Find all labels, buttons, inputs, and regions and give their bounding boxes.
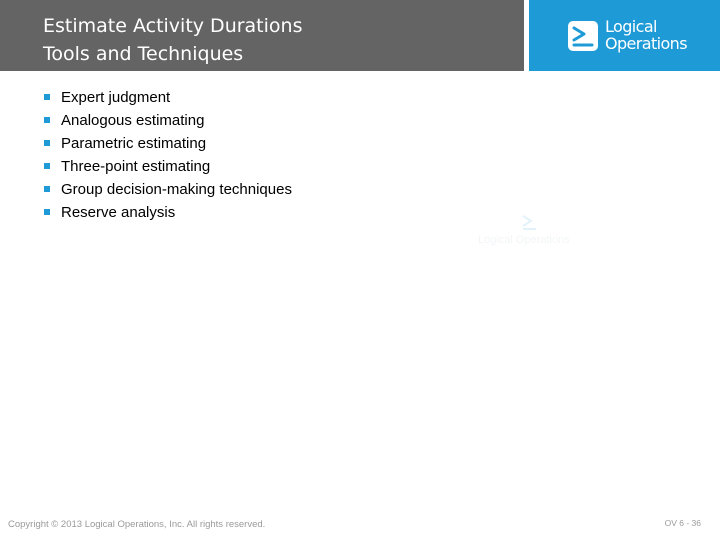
footer-page-number: OV 6 - 36 xyxy=(664,518,701,528)
square-bullet-icon xyxy=(44,140,50,146)
bullet-text: Parametric estimating xyxy=(61,135,207,152)
logo-line-1: Logical xyxy=(605,17,657,36)
square-bullet-icon xyxy=(44,94,50,100)
logo-wordmark xyxy=(605,18,687,52)
bullet-item xyxy=(43,202,292,225)
bullet-item xyxy=(43,110,292,133)
square-bullet-icon xyxy=(44,117,50,123)
watermark-text: Logical Operations xyxy=(478,234,570,246)
logo-line-2: Operations xyxy=(605,34,687,53)
bullet-text: Three-point estimating xyxy=(61,158,211,175)
title-bar xyxy=(0,0,524,71)
slide-title xyxy=(43,12,302,68)
bullet-text: Expert judgment xyxy=(61,89,171,106)
square-bullet-icon xyxy=(44,163,50,169)
watermark-logo-icon xyxy=(520,212,540,232)
footer-copyright: Copyright © 2013 Logical Operations, Inc. All rights reserved. xyxy=(8,519,266,530)
slide-title-line-1: Estimate Activity Durations xyxy=(43,15,303,37)
bullet-item xyxy=(43,179,292,202)
bullet-text: Reserve analysis xyxy=(61,204,176,221)
bullet-text: Analogous estimating xyxy=(61,112,205,129)
logo-panel xyxy=(529,0,720,71)
bullet-item xyxy=(43,87,292,110)
square-bullet-icon xyxy=(44,209,50,215)
square-bullet-icon xyxy=(44,186,50,192)
slide-title-line-2: Tools and Techniques xyxy=(43,43,244,65)
bullet-item xyxy=(43,133,292,156)
logical-operations-logo-icon xyxy=(567,20,599,52)
bullet-list xyxy=(43,87,292,225)
bullet-text: Group decision-making techniques xyxy=(61,181,292,198)
bullet-item xyxy=(43,156,292,179)
